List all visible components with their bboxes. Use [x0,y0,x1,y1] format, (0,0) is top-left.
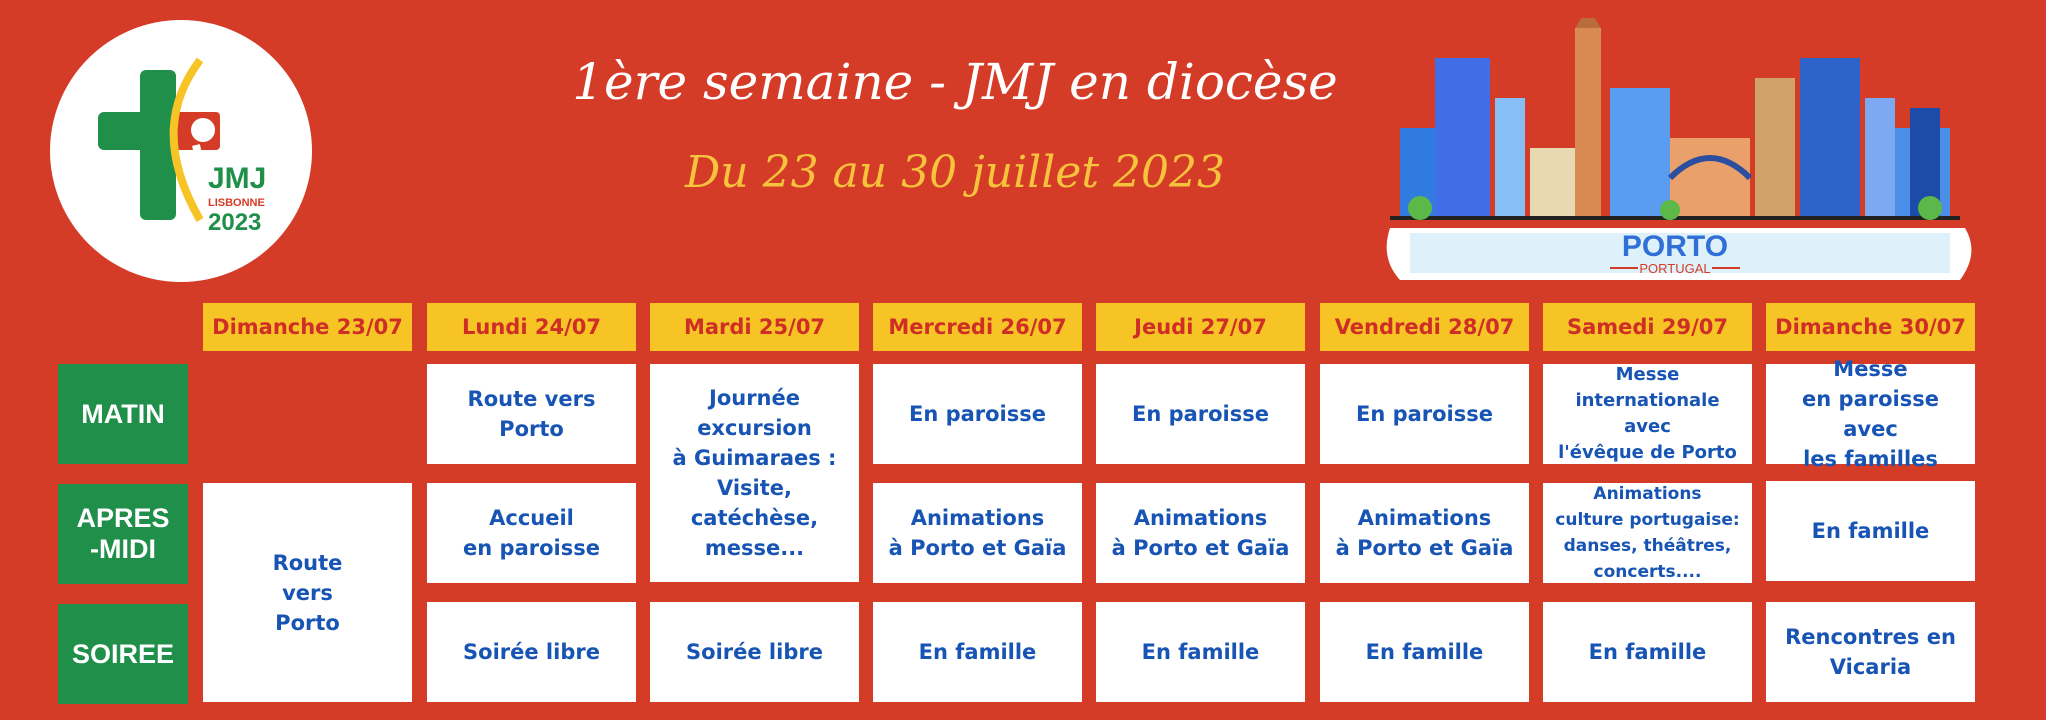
clerigos-tower-icon [1575,28,1601,218]
day-header: Jeudi 27/07 [1096,303,1305,351]
cell-dimanche30-apres-midi: En famille [1766,481,1975,581]
day-header: Dimanche 23/07 [203,303,412,351]
slot-label-matin: MATIN [58,364,188,464]
day-header: Samedi 29/07 [1543,303,1752,351]
cell-mercredi-soiree: En famille [873,602,1082,702]
slot-label-soiree: SOIREE [58,604,188,704]
cell-vendredi-apres-midi: Animations à Porto et Gaïa [1320,483,1529,583]
cell-mardi-journee: Journée excursion à Guimaraes : Visite, catéchèse, messe... [650,364,859,582]
cell-jeudi-apres-midi: Animations à Porto et Gaïa [1096,483,1305,583]
page-subtitle: Du 23 au 30 juillet 2023 [685,147,1225,198]
cell-mercredi-apres-midi: Animations à Porto et Gaïa [873,483,1082,583]
svg-text:LISBONNE: LISBONNE [208,197,265,209]
jmj-logo [50,20,312,282]
cell-dimanche23-route-porto: Route vers Porto [203,483,412,702]
cell-lundi-matin: Route vers Porto [427,364,636,464]
svg-text:PORTUGAL: PORTUGAL [1639,261,1711,276]
day-header: Mercredi 26/07 [873,303,1082,351]
cell-samedi-soiree: En famille [1543,602,1752,702]
day-header: Mardi 25/07 [650,303,859,351]
svg-text:2023: 2023 [208,209,262,236]
page-title: 1ère semaine - JMJ en diocèse [572,53,1338,111]
cell-mardi-soiree: Soirée libre [650,602,859,702]
jmj-cross-icon [50,20,312,282]
day-header: Vendredi 28/07 [1320,303,1529,351]
slot-label-apres-midi: APRES -MIDI [58,484,188,584]
cell-jeudi-matin: En paroisse [1096,364,1305,464]
cell-dimanche30-matin: Messe en paroisse avec les familles [1766,364,1975,464]
cell-samedi-matin: Messe internationale avec l'évêque de Porto [1543,364,1752,464]
cell-mercredi-matin: En paroisse [873,364,1082,464]
day-header: Dimanche 30/07 [1766,303,1975,351]
cell-lundi-apres-midi: Accueil en paroisse [427,483,636,583]
svg-text:PORTO: PORTO [1621,230,1729,263]
cell-vendredi-matin: En paroisse [1320,364,1529,464]
cell-lundi-soiree: Soirée libre [427,602,636,702]
svg-text:JMJ: JMJ [208,162,267,195]
cell-jeudi-soiree: En famille [1096,602,1305,702]
cell-samedi-apres-midi: Animations culture portugaise: danses, théâtres, concerts.... [1543,483,1752,583]
cell-vendredi-soiree: En famille [1320,602,1529,702]
day-header: Lundi 24/07 [427,303,636,351]
porto-skyline-illustration [1370,18,1980,290]
cell-dimanche30-soiree: Rencontres en Vicaria [1766,602,1975,702]
